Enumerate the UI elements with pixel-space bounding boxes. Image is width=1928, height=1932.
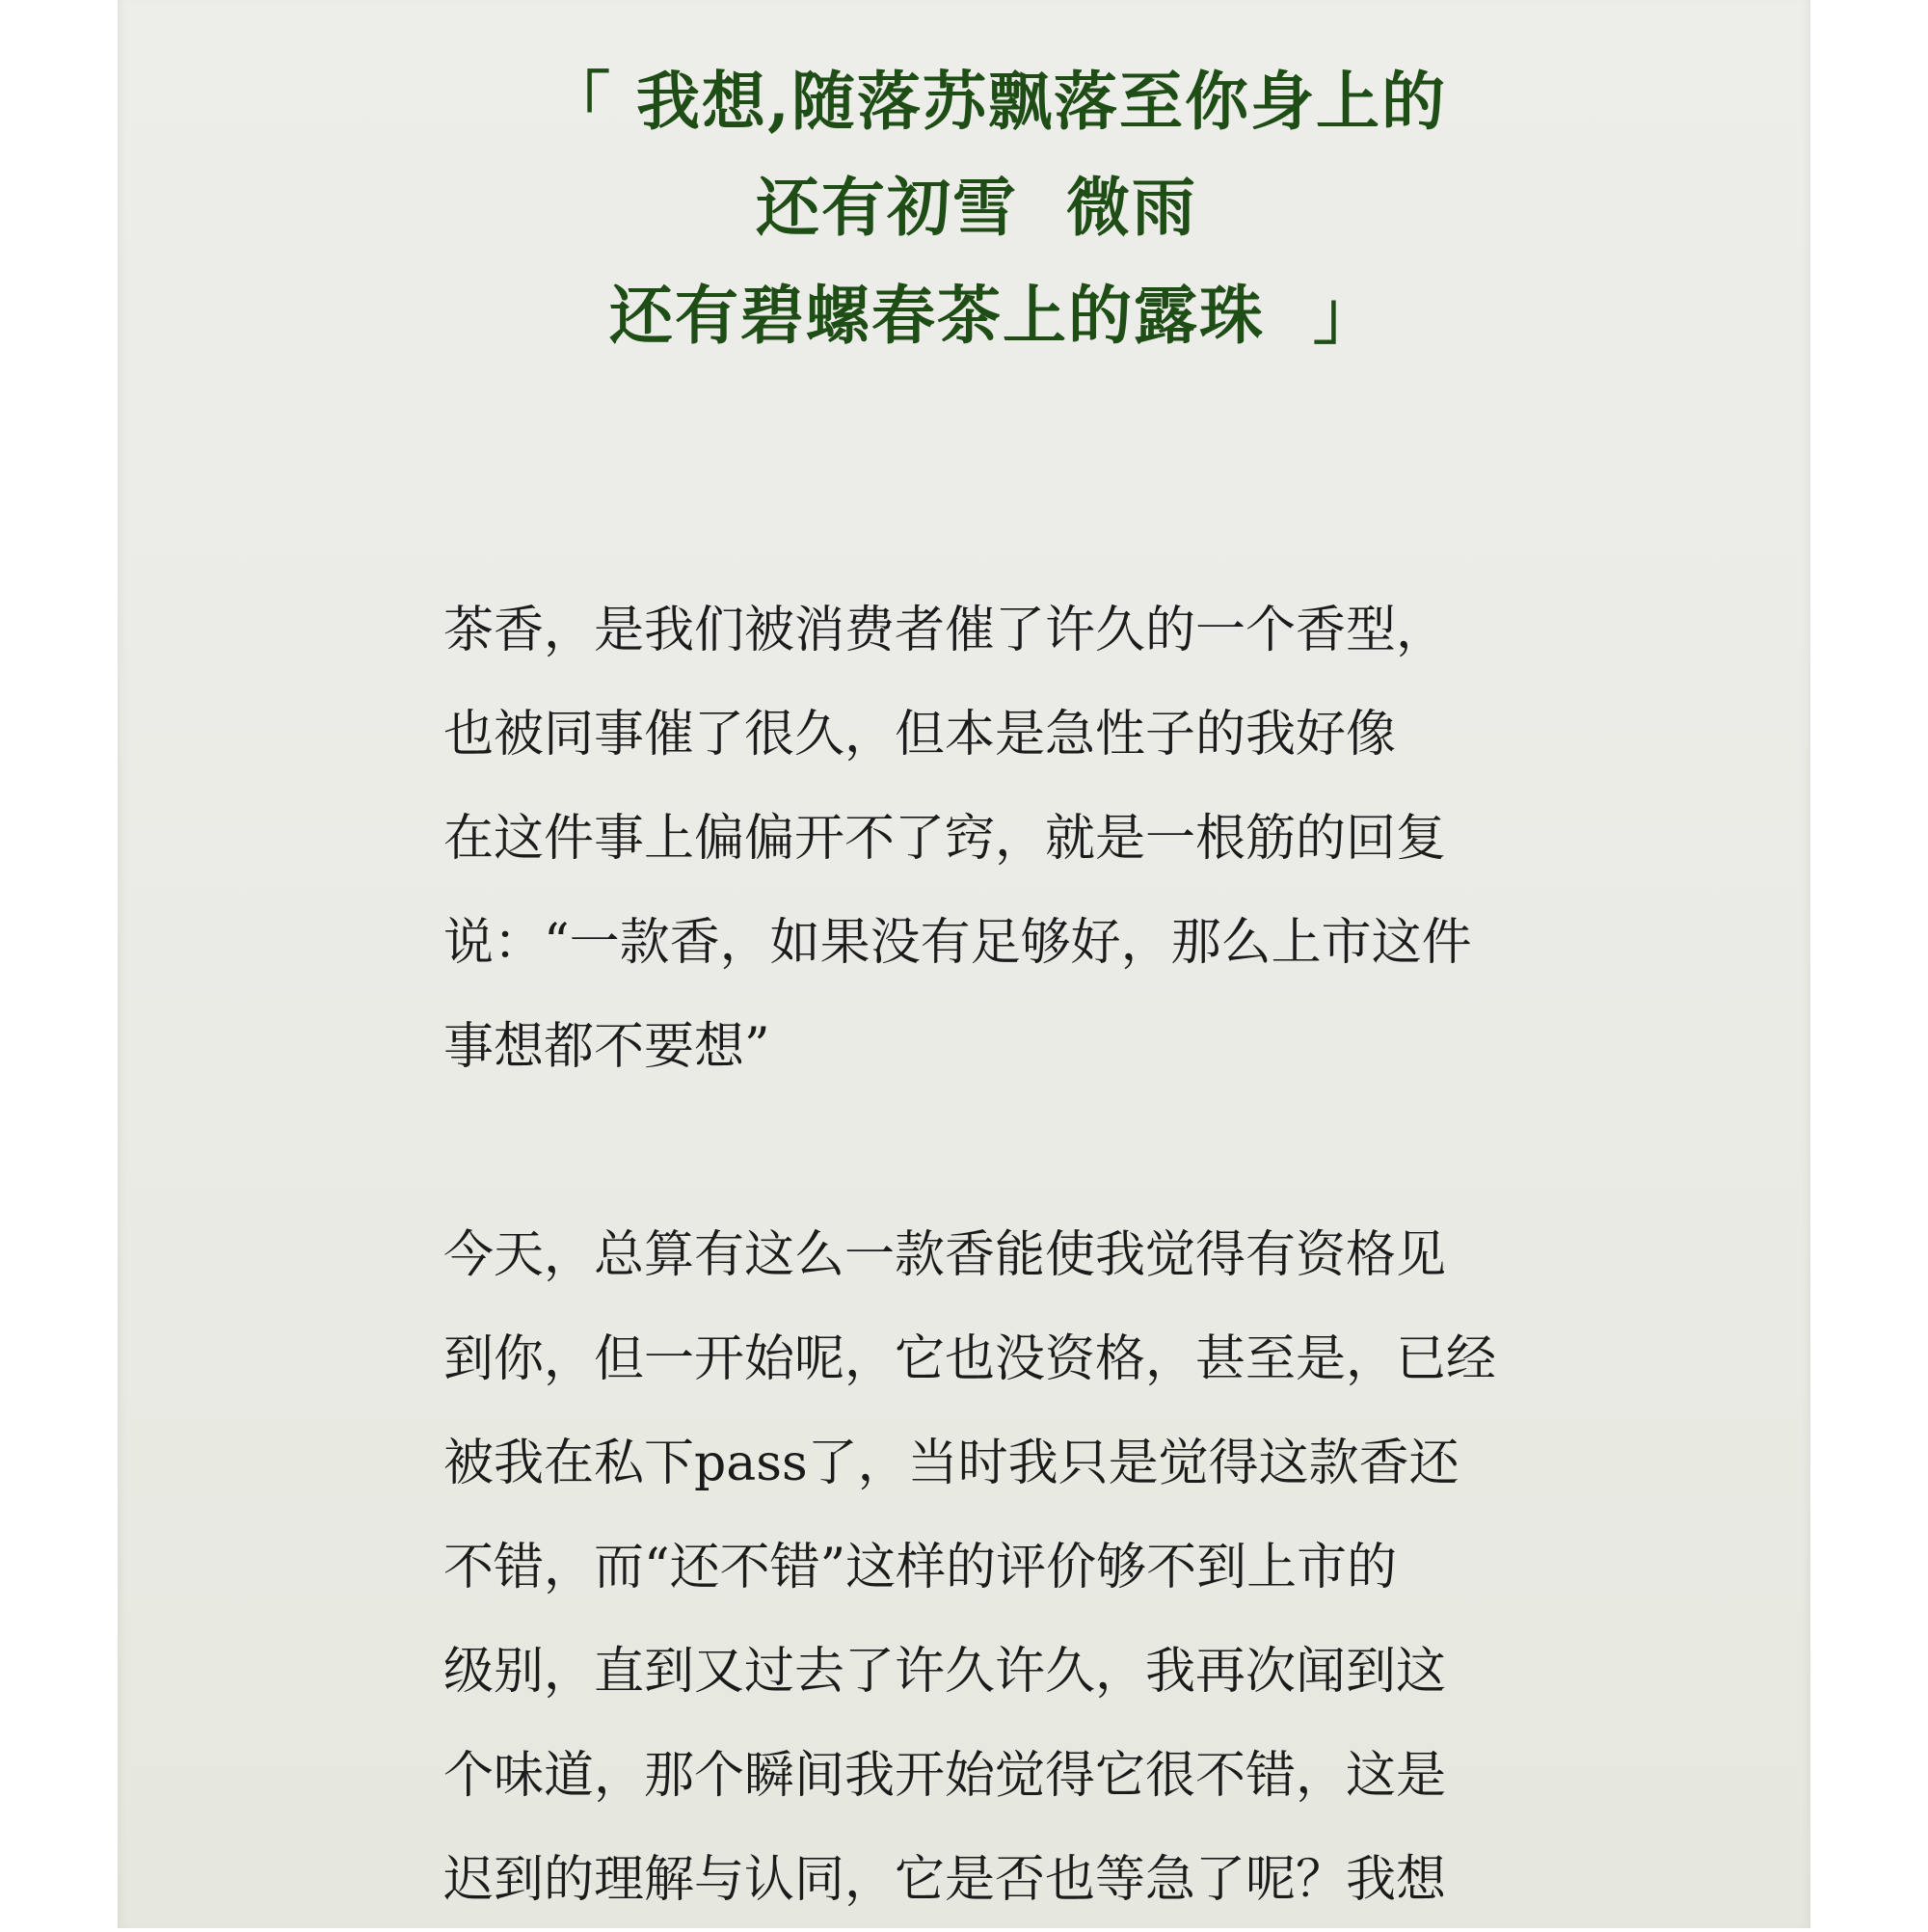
paragraph-1-line-5: 事想都不要想” [443, 1018, 770, 1076]
paragraph-1 [443, 578, 1523, 1099]
paragraph-2-line-1: 今天，总算有这么一款香能使我觉得有资格见 [443, 1226, 1447, 1284]
paragraph-2-line-5: 级别，直到又过去了许久许久，我再次闻到这 [443, 1643, 1447, 1701]
paragraph-2-line-6: 个味道，那个瞬间我开始觉得它很不错，这是 [443, 1747, 1447, 1805]
paragraph-1-line-3: 在这件事上偏偏开不了窍，就是一根筋的回复 [443, 810, 1447, 868]
paragraph-1-line-2: 也被同事催了很久，但本是急性子的我好像 [443, 706, 1397, 764]
paragraph-1-line-4: 说：“一款香，如果没有足够好，那么上市这件 [443, 914, 1472, 972]
paper-background [118, 0, 1810, 1928]
article-body [443, 578, 1523, 1932]
paragraph-1-line-1: 茶香，是我们被消费者催了许久的一个香型， [443, 602, 1447, 659]
quote-line-2: 还有初雪 微雨 [756, 170, 1197, 245]
paragraph-2-line-2: 到你，但一开始呢，它也没资格，甚至是，已经 [443, 1330, 1497, 1388]
paragraph-2-line-7: 迟到的理解与认同，它是否也等急了呢？我想 [443, 1851, 1447, 1909]
paragraph-2 [443, 1203, 1523, 1932]
quote-line-3: 还有碧螺春茶上的露珠 」 [609, 278, 1379, 353]
quote-line-1: 「 我想,随落苏飘落至你身上的 [547, 64, 1447, 139]
paragraph-2-line-3: 被我在私下pass了，当时我只是觉得这款香还 [443, 1435, 1459, 1492]
paragraph-2-line-4: 不错，而“还不错”这样的评价够不到上市的 [443, 1539, 1398, 1597]
